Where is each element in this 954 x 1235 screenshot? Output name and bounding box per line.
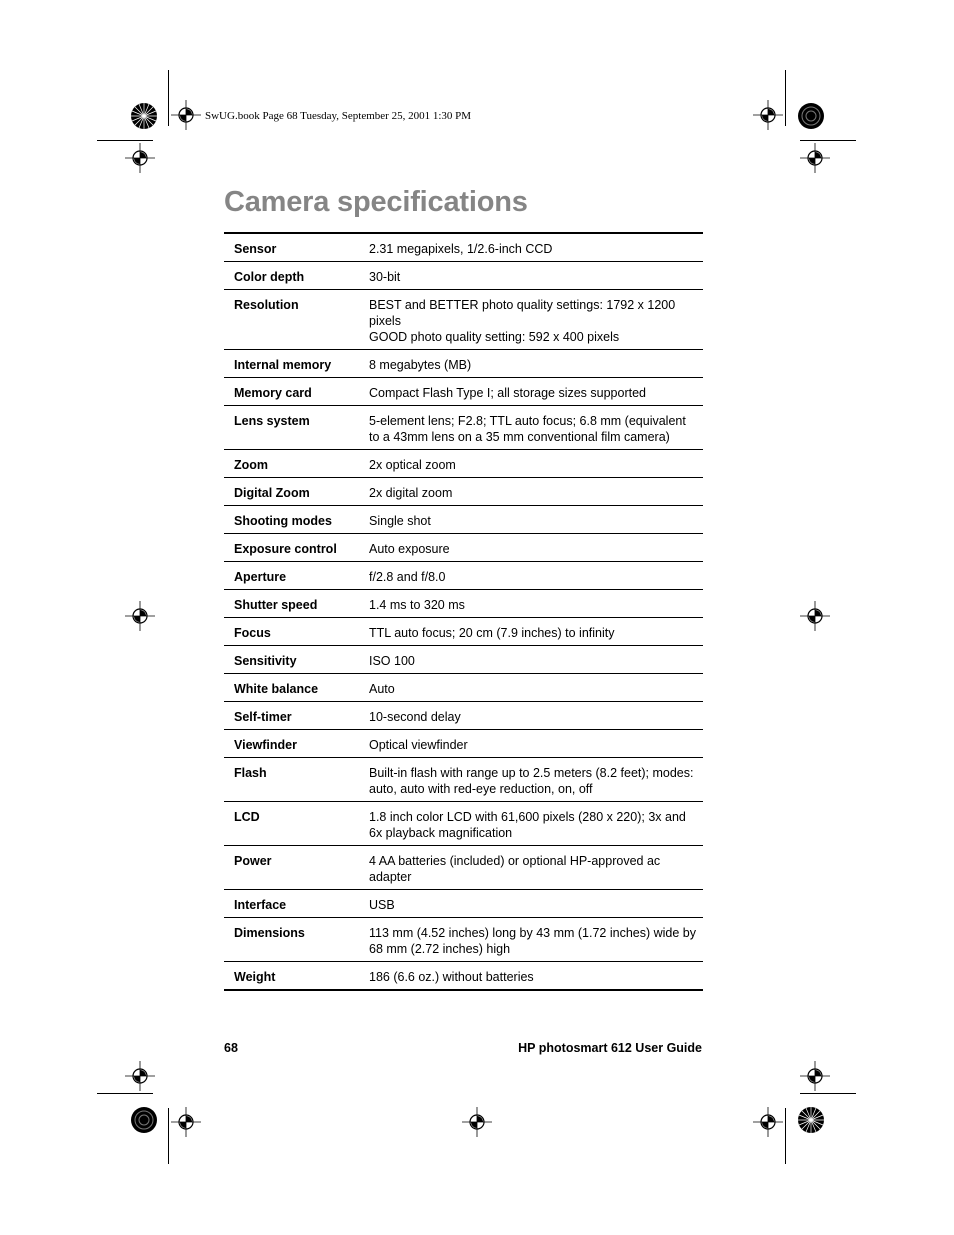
spec-value <box>369 569 703 585</box>
crop-mark <box>800 140 856 141</box>
spec-label: Aperture <box>234 570 287 584</box>
spec-value-line: Single shot <box>369 514 431 528</box>
spec-value <box>369 597 703 613</box>
spec-label: Internal memory <box>234 358 332 372</box>
spec-value-line: Auto <box>369 682 395 696</box>
page-title: Camera specifications <box>224 186 528 218</box>
spec-value-line: Optical viewfinder <box>369 738 468 752</box>
spec-value-line: f/2.8 and f/8.0 <box>369 570 446 584</box>
registration-target-icon <box>171 100 201 130</box>
spec-value-line: 10-second delay <box>369 710 461 724</box>
spec-label: Sensitivity <box>234 654 297 668</box>
table-row <box>224 378 703 406</box>
spec-value-line: 2x optical zoom <box>369 458 456 472</box>
spec-value-line: TTL auto focus; 20 cm (7.9 inches) to infinity <box>369 626 615 640</box>
table-row <box>224 262 703 290</box>
spec-label: Power <box>234 854 272 868</box>
spec-label: LCD <box>234 810 260 824</box>
registration-target-icon <box>125 601 155 631</box>
spec-value <box>369 357 703 373</box>
table-row <box>224 890 703 918</box>
spec-label: White balance <box>234 682 319 696</box>
table-row <box>224 290 703 350</box>
spec-value <box>369 457 703 473</box>
spec-value-line: ISO 100 <box>369 654 415 668</box>
spec-value-line: 2x digital zoom <box>369 486 453 500</box>
spec-value-line: 113 mm (4.52 inches) long by 43 mm (1.72 inches) wide by <box>369 926 697 940</box>
spec-value-line: 1.8 inch color LCD with 61,600 pixels (280 x 220); 3x and <box>369 810 686 824</box>
spec-label: Exposure control <box>234 542 337 556</box>
spec-value <box>369 625 703 641</box>
table-row <box>224 534 703 562</box>
spec-label: Zoom <box>234 458 269 472</box>
guide-title: HP photosmart 612 User Guide <box>518 1041 702 1055</box>
table-row <box>224 674 703 702</box>
spec-value-line: GOOD photo quality setting: 592 x 400 pixels <box>369 330 620 344</box>
spec-label: Viewfinder <box>234 738 297 752</box>
table-row <box>224 730 703 758</box>
spec-label: Lens system <box>234 414 310 428</box>
spec-value <box>369 485 703 501</box>
crop-mark <box>97 140 153 141</box>
spec-label: Memory card <box>234 386 312 400</box>
spec-value-line: 2.31 megapixels, 1/2.6-inch CCD <box>369 242 553 256</box>
registration-target-icon <box>125 143 155 173</box>
crop-mark <box>168 70 169 126</box>
crop-mark <box>800 1093 856 1094</box>
spec-label: Interface <box>234 898 287 912</box>
registration-target-icon <box>171 1107 201 1137</box>
spec-value-line: 6x playback magnification <box>369 826 513 840</box>
spec-value <box>369 897 703 913</box>
crop-mark <box>97 1093 153 1094</box>
table-row <box>224 478 703 506</box>
registration-target-icon <box>800 143 830 173</box>
spec-label: Shooting modes <box>234 514 332 528</box>
crop-mark <box>168 1108 169 1164</box>
spec-value-line: 186 (6.6 oz.) without batteries <box>369 970 534 984</box>
spec-value <box>369 925 703 957</box>
crop-mark <box>785 1108 786 1164</box>
table-row <box>224 350 703 378</box>
starburst-target-icon <box>130 102 158 130</box>
registration-target-icon <box>753 100 783 130</box>
starburst-target-icon <box>797 102 825 130</box>
spec-label: Flash <box>234 766 267 780</box>
spec-value <box>369 541 703 557</box>
table-row <box>224 450 703 478</box>
spec-label: Shutter speed <box>234 598 318 612</box>
spec-value-line: adapter <box>369 870 412 884</box>
spec-value-line: Compact Flash Type I; all storage sizes supported <box>369 386 646 400</box>
spec-value <box>369 269 703 285</box>
spec-value-line: 30-bit <box>369 270 401 284</box>
print-header: SwUG.book Page 68 Tuesday, September 25, 2001 1:30 PM <box>205 110 472 122</box>
page-number: 68 <box>224 1041 238 1055</box>
spec-value <box>369 765 703 797</box>
spec-value-line: 8 megabytes (MB) <box>369 358 472 372</box>
spec-value <box>369 513 703 529</box>
starburst-target-icon <box>797 1106 825 1134</box>
table-row <box>224 406 703 450</box>
spec-value-line: to a 43mm lens on a 35 mm conventional film camera) <box>369 430 670 444</box>
spec-value <box>369 653 703 669</box>
registration-target-icon <box>800 601 830 631</box>
spec-value-line: 4 AA batteries (included) or optional HP-approved ac <box>369 854 661 868</box>
table-row <box>224 758 703 802</box>
spec-value-line: 68 mm (2.72 inches) high <box>369 942 511 956</box>
spec-value <box>369 709 703 725</box>
table-row <box>224 918 703 962</box>
registration-target-icon <box>800 1061 830 1091</box>
specifications-table <box>224 232 703 991</box>
spec-label: Resolution <box>234 298 299 312</box>
spec-value-line: auto, auto with red-eye reduction, on, off <box>369 782 593 796</box>
spec-value <box>369 241 703 257</box>
spec-label: Sensor <box>234 242 277 256</box>
table-row <box>224 702 703 730</box>
spec-value-line: USB <box>369 898 395 912</box>
spec-label: Digital Zoom <box>234 486 310 500</box>
table-row <box>224 562 703 590</box>
spec-value-line: pixels <box>369 314 401 328</box>
spec-value-line: Built-in flash with range up to 2.5 meters (8.2 feet); modes: <box>369 766 694 780</box>
registration-target-icon <box>753 1107 783 1137</box>
table-row <box>224 846 703 890</box>
spec-value <box>369 413 703 445</box>
spec-label: Dimensions <box>234 926 305 940</box>
spec-value <box>369 853 703 885</box>
crop-mark <box>785 70 786 126</box>
spec-label: Self-timer <box>234 710 292 724</box>
registration-target-icon <box>125 1061 155 1091</box>
spec-value-line: Auto exposure <box>369 542 450 556</box>
registration-target-icon <box>462 1107 492 1137</box>
spec-label: Weight <box>234 970 276 984</box>
spec-value-line: BEST and BETTER photo quality settings: 1792 x 1200 <box>369 298 676 312</box>
table-row <box>224 646 703 674</box>
table-row <box>224 962 703 989</box>
spec-value <box>369 737 703 753</box>
spec-value <box>369 809 703 841</box>
table-row <box>224 234 703 262</box>
spec-value-line: 1.4 ms to 320 ms <box>369 598 465 612</box>
table-row <box>224 802 703 846</box>
spec-label: Color depth <box>234 270 305 284</box>
spec-value <box>369 385 703 401</box>
spec-value <box>369 681 703 697</box>
spec-value-line: 5-element lens; F2.8; TTL auto focus; 6.8 mm (equivalent <box>369 414 686 428</box>
spec-value <box>369 297 703 345</box>
table-row <box>224 618 703 646</box>
starburst-target-icon <box>130 1106 158 1134</box>
spec-value <box>369 969 703 985</box>
spec-label: Focus <box>234 626 271 640</box>
table-row <box>224 506 703 534</box>
table-row <box>224 590 703 618</box>
